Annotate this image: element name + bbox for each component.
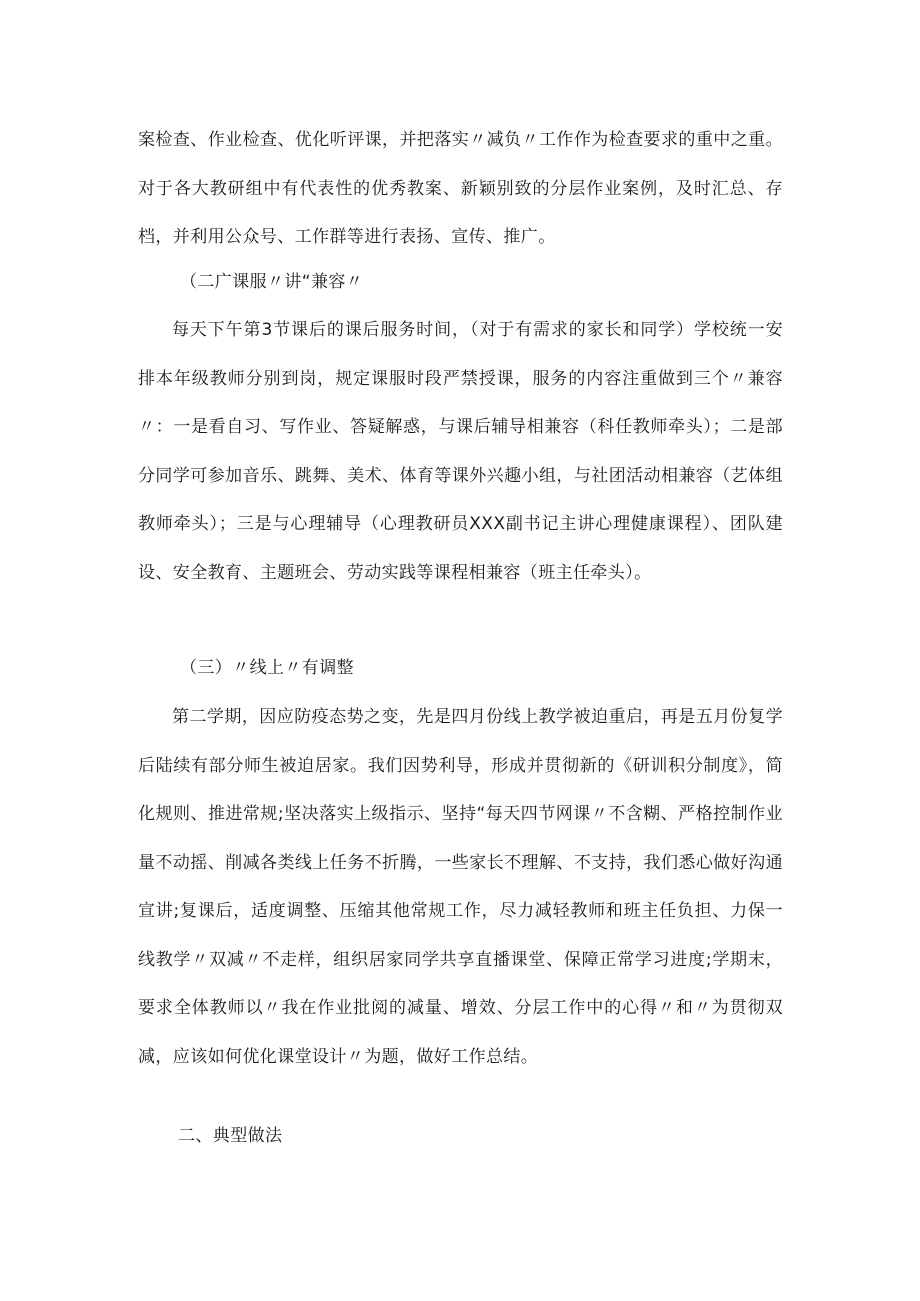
body-paragraph-3: 第二学期，因应防疫态势之变，先是四月份线上教学被迫重启，再是五月份复学后陆续有部分师生被迫居家。我们因势利导，形成并贯彻新的《研训积分制度》，简化规则、推进常规;坚决落实上级指示、坚持“每天四节网课〃不含糊、严格控制作业量不动摇、削减各类线上任务不折腾，一些家长不理解、不支持，我们悉心做好沟通宣讲;复课后，适度调整、压缩其他常规工作，尽力减轻教师和班主任负担、力保一线教学〃双减〃不走样，组织居家同学共享直播课堂、保障正常学习进度;学期末，要求全体教师以〃我在作业批阅的减量、增效、分层工作中的心得〃和〃为贯彻双减，应该如何优化课堂设计〃为题，做好工作总结。 [138,707,783,1067]
body-paragraph-2: 每天下午第3节课后的课后服务时间，（对于有需求的家长和同学）学校统一安排本年级教师分别到岗，规定课服时段严禁授课，服务的内容注重做到三个〃兼容〃：一是看自习、写作业、答疑解惑，与课后辅导相兼容（科任教师牵头）；二是部分同学可参加音乐、跳舞、美术、体育等课外兴趣小组，与社团活动相兼容（艺体组教师牵头）；三是与心理辅导（心理教研员XXX副书记主讲心理健康课程）、团队建设、安全教育、主题班会、劳动实践等课程相兼容（班主任牵头）。 [138,320,783,583]
section-heading-3: （三）〃线上〃有调整 [180,658,354,678]
section-heading-2: （二广课服〃讲“兼容〃 [180,272,364,292]
section-heading-typical-practices: 二、典型做法 [178,1126,283,1146]
body-paragraph-1: 案检查、作业检查、优化听评课，并把落实〃减负〃工作作为检查要求的重中之重。对于各大教研组中有代表性的优秀教案、新颖别致的分层作业案例，及时汇总、存档，并利用公众号、工作群等进行表扬、宣传、推广。 [138,130,783,247]
